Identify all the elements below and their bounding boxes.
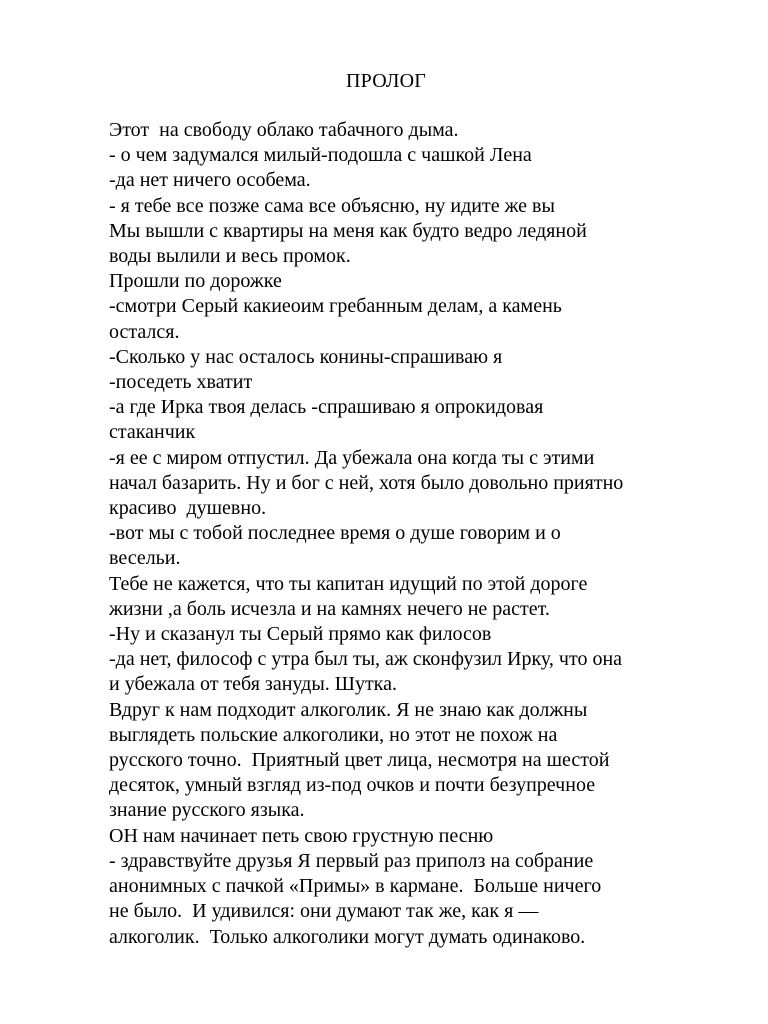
text-line: выглядеть польские алкоголики, но этот не похож на bbox=[109, 723, 558, 746]
document-body bbox=[109, 118, 729, 950]
text-line: Вдруг к нам подходит алкоголик. Я не знаю как должны bbox=[109, 698, 588, 721]
text-line: -да нет, философ с утра был ты, аж сконфузил Ирку, что она bbox=[109, 648, 623, 671]
text-line: - я тебе все позже сама все объясню, ну идите же вы bbox=[109, 194, 555, 217]
text-line: -да нет ничего особема. bbox=[109, 169, 311, 192]
text-line: -вот мы с тобой последнее время о душе говорим и о bbox=[109, 522, 561, 545]
text-line: -а где Ирка твоя делась -спрашиваю я опрокидовая bbox=[109, 396, 544, 419]
text-line: - о чем задумался милый-подошла с чашкой Лена bbox=[109, 144, 532, 167]
text-line: десяток, умный взгляд из-под очков и почти безупречное bbox=[109, 774, 596, 797]
text-line: ОН нам начинает петь свою грустную песню bbox=[109, 824, 494, 847]
text-line: весельи. bbox=[109, 547, 181, 570]
text-line: Прошли по дорожке bbox=[109, 270, 282, 293]
text-line: - здравствуйте друзья Я первый раз приполз на собрание bbox=[109, 849, 594, 872]
text-line: Тебе не кажется, что ты капитан идущий по этой дороге bbox=[109, 572, 588, 595]
text-line: остался. bbox=[109, 320, 180, 343]
text-line: воды вылили и весь промок. bbox=[109, 245, 351, 268]
text-line: -смотри Серый какиеоим гребанным делам, а камень bbox=[109, 295, 562, 318]
text-line: начал базарить. Ну и бог с ней, хотя было довольно приятно bbox=[109, 471, 624, 494]
text-line: русского точно. Приятный цвет лица, несмотря на шестой bbox=[109, 749, 610, 772]
text-line: красиво душевно. bbox=[109, 497, 267, 520]
text-line: -Сколько у нас осталось конины-спрашиваю я bbox=[109, 345, 503, 368]
text-line: анонимных с пачкой «Примы» в кармане. Больше ничего bbox=[109, 875, 602, 898]
text-line: алкоголик. Только алкоголики могут думать одинаково. bbox=[109, 925, 586, 948]
text-line: жизни ,а боль исчезла и на камнях нечего не растет. bbox=[109, 597, 550, 620]
text-line: знание русского языка. bbox=[109, 799, 305, 822]
text-line: стаканчик bbox=[109, 421, 196, 444]
text-line: -поседеть хватит bbox=[109, 371, 253, 394]
text-line: не было. И удивился: они думают так же, как я — bbox=[109, 900, 539, 923]
page-title: ПРОЛОГ bbox=[345, 70, 427, 92]
text-line: и убежала от тебя зануды. Шутка. bbox=[109, 673, 397, 696]
text-line: Мы вышли с квартиры на меня как будто ведро ледяной bbox=[109, 219, 587, 242]
text-line: Этот на свободу облако табачного дыма. bbox=[109, 119, 459, 141]
text-line: -Ну и сказанул ты Серый прямо как филосов bbox=[109, 623, 492, 646]
text-line: -я ее с миром отпустил. Да убежала она когда ты с этими bbox=[109, 446, 595, 469]
